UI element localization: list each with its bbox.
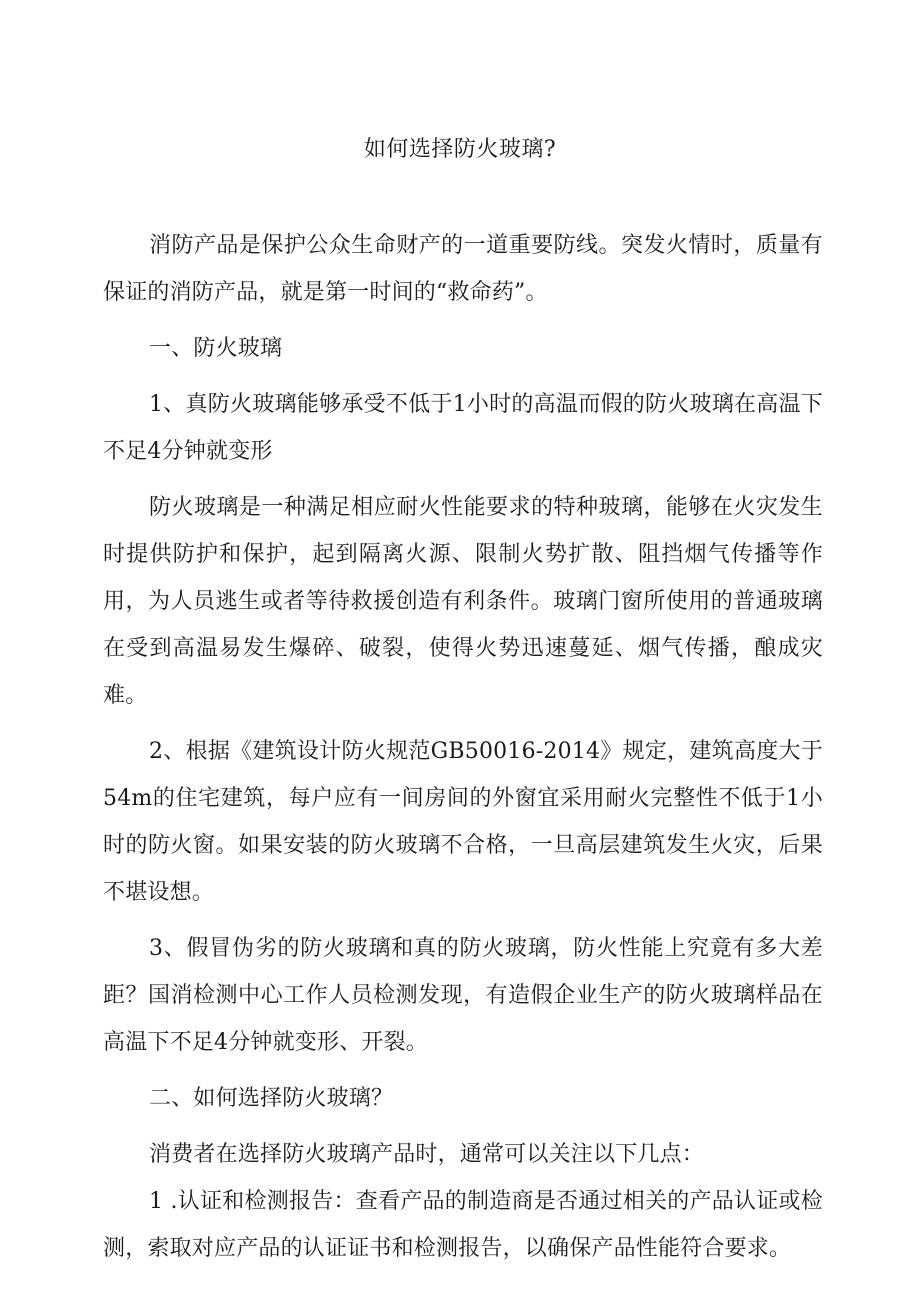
paragraph-consumer-tips: 消费者在选择防火玻璃产品时，通常可以关注以下几点：	[149, 1142, 705, 1167]
paragraph-point-3: 3、假冒伪劣的防火玻璃和真的防火玻璃，防火性能上究竟有多大差距？国消检测中心工作人员检测发现，有造假企业生产的防火玻璃样品在高温下不足4分钟就变形、开裂。	[103, 936, 823, 1055]
paragraph-intro: 消防产品是保护公众生命财产的一道重要防线。突发火情时，质量有保证的消防产品，就是第一时间的“救命药”。	[103, 233, 823, 305]
heading-section-2: 二、如何选择防火玻璃？	[149, 1086, 394, 1111]
paragraph-point-2: 2、根据《建筑设计防火规范GB50016-2014》规定，建筑高度大于54m的住宅建筑，每户应有一间房间的外窗宜采用耐火完整性不低于1小时的防火窗。如果安装的防火玻璃不合格，一旦高层建筑发生火灾，后果不堪设想。	[103, 739, 823, 905]
heading-section-1: 一、防火玻璃	[149, 336, 283, 361]
paragraph-fire-glass-definition: 防火玻璃是一种满足相应耐火性能要求的特种玻璃，能够在火灾发生时提供防护和保护，起到隔离火源、限制火势扩散、阻挡烟气传播等作用，为人员逃生或者等待救援创造有利条件。玻璃门窗所使用的普通玻璃在受到高温易发生爆碎、破裂，使得火势迅速蔓延、烟气传播，酿成灾难。	[103, 495, 823, 708]
document-body	[103, 222, 823, 1281]
paragraph-point-1: 1、真防火玻璃能够承受不低于1小时的高温而假的防火玻璃在高温下不足4分钟就变形	[103, 392, 823, 464]
paragraph-tip-1: 1 .认证和检测报告：查看产品的制造商是否通过相关的产品认证或检测，索取对应产品的认证证书和检测报告，以确保产品性能符合要求。	[103, 1189, 823, 1261]
document-title: 如何选择防火玻璃?	[363, 137, 557, 162]
